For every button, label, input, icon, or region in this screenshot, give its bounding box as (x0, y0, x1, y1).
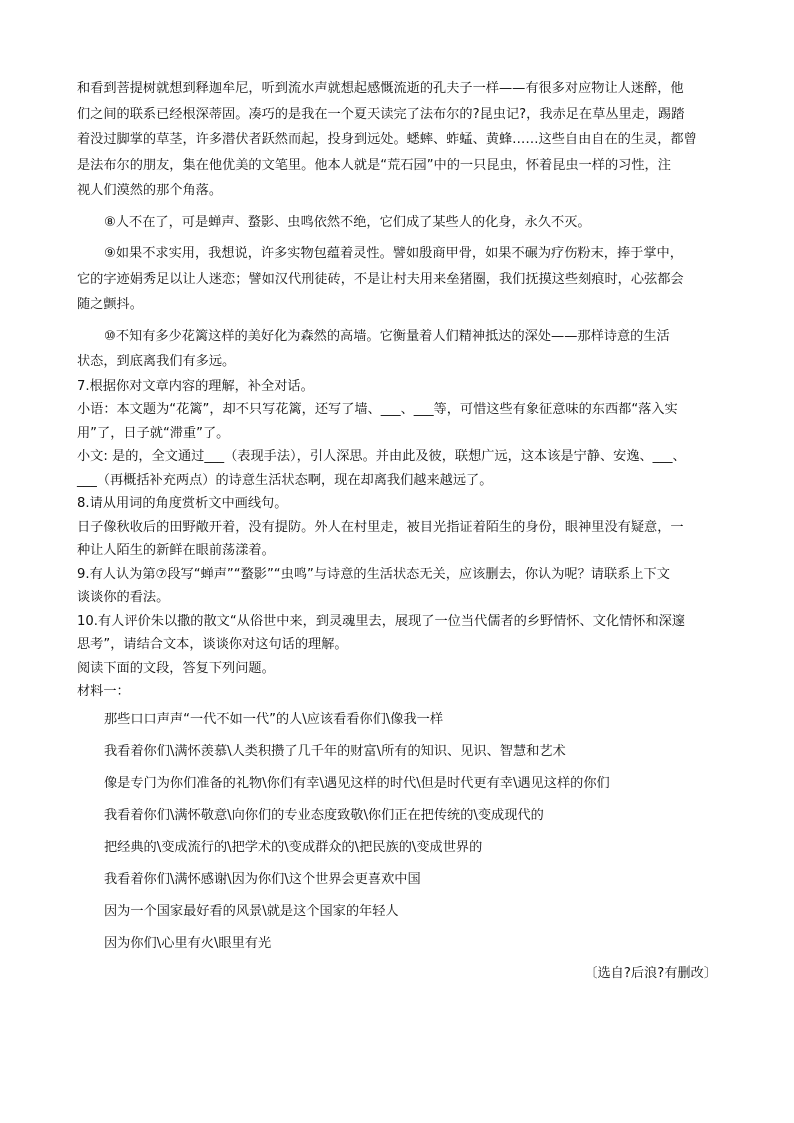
text-line: 着没过脚掌的草茎，许多潜伏者跃然而起，投身到远处。蟋蟀、蚱蜢、黄蜂……这些自由自在的生灵，都曾 (77, 132, 697, 147)
poem-line: 把经典的\变成流行的\把学术的\变成群众的\把民族的\变成世界的 (104, 839, 483, 855)
question-9 (77, 563, 717, 610)
question-line: ___（再概括补充两点）的诗意生活状态啊，现在却离我们越来越远了。 (77, 472, 493, 488)
source-citation: 〔选自?后浪?有删改〕 (584, 965, 717, 981)
text-line: 视人们漠然的那个角落。 (77, 183, 223, 198)
text-line: ⑩不知有多少花篱这样的美好化为森然的高墙。它衡量着人们精神抵达的深处——那样诗意的生活 (104, 328, 670, 344)
instruction-line: 阅读下面的文段，答复下列问题。 (77, 660, 275, 676)
question-line: 小文: 是的，全文通过___（表现手法），引人深思。并由此及彼，联想广远，这本该是宁静、安逸、___、 (77, 449, 686, 464)
text-line: 状态，到底离我们有多远。 (77, 354, 236, 369)
question-10 (77, 610, 717, 657)
reading-intro (77, 657, 717, 704)
question-line: 种让人陌生的新鲜在眼前荡漾着。 (77, 543, 275, 558)
question-line: 小语：本文题为“花篱”，却不只写花篱，还写了墙、___、___等，可惜这些有象征意味的东西都“落入实 (77, 402, 678, 417)
paragraph-9 (77, 241, 717, 318)
text-line: 它的字迹娟秀足以让人迷恋；譬如汉代刑徒砖，不是让村夫用来垒猪圈，我们抚摸这些刻痕时，心弦都会 (77, 271, 684, 287)
poem-line: 那些口口声声“一代不如一代”的人\应该看看你们\像我一样 (104, 711, 444, 727)
text-line: ⑧人不在了，可是蝉声、蝥影、虫鸣依然不绝，它们成了某些人的化身，永久不灭。 (104, 214, 591, 230)
question-8 (77, 492, 717, 563)
poem-line: 因为你们\心里有火\眼里有光 (104, 935, 272, 951)
question-line: 日子像秋收后的田野敞开着，没有提防。外人在村里走，被目光指证着陌生的身份，眼神里没有疑意，一 (77, 519, 684, 535)
question-line: 8.请从用词的角度赏析文中画线句。 (77, 496, 288, 511)
poem-line: 我看着你们\满怀感谢\因为你们\这个世界会更喜欢中国 (104, 871, 421, 887)
poem-line: 因为一个国家最好看的风景\就是这个国家的年轻人 (104, 903, 399, 919)
text-line: 随之颤抖。 (77, 297, 143, 312)
paragraph-10 (77, 324, 717, 375)
question-line: 10.有人评价朱以撒的散文“从俗世中来，到灵魂里去，展现了一位当代儒者的乡野情怀、文化情怀和深邃 (77, 613, 686, 629)
question-line: 用”了，日子就“滞重”了。 (77, 425, 230, 441)
question-7 (77, 375, 717, 493)
poem-line: 像是专门为你们准备的礼物\你们有幸\遇见这样的时代\但是时代更有幸\遇见这样的你们 (104, 775, 610, 791)
paragraph-8 (77, 210, 717, 236)
text-line: ⑨如果不求实用，我想说，许多实物包蕴着灵性。譬如殷商甲骨，如果不碾为疗伤粉末，捧于掌中， (104, 246, 683, 261)
poem-line: 我看着你们\满怀敬意\向你们的专业态度致敬\你们正在把传统的\变成现代的 (104, 807, 544, 823)
paragraph-7 (77, 76, 717, 204)
poem-line: 我看着你们\满怀羡慕\人类积攒了几千年的财富\所有的知识、见识、智慧和艺术 (104, 743, 566, 759)
text-line: 们之间的联系已经根深蒂固。凑巧的是我在一个夏天读完了法布尔的?昆虫记?，我赤足在草丛里走，踢踏 (77, 106, 685, 122)
material-poem (77, 704, 717, 960)
question-line: 7.根据你对文章内容的理解，补全对话。 (77, 378, 314, 394)
question-line: 谈谈你的看法。 (77, 590, 170, 605)
text-line: 是法布尔的朋友，集在他优美的文笔里。他本人就是“荒石园”中的一只昆虫，怀着昆虫一样的习性，注 (77, 157, 671, 173)
question-line: 9.有人认为第⑦段写“蝉声”“蝥影”“虫鸣”与诗意的生活状态无关，应该删去，你认为呢？请联系上下文 (77, 566, 670, 582)
text-line: 和看到菩提树就想到释迦牟尼，听到流水声就想起感慨流逝的孔夫子一样——有很多对应物让人迷醉，他 (77, 81, 684, 96)
question-line: 思考”，请结合文本，谈谈你对这句话的理解。 (77, 637, 348, 652)
material-label: 材料一： (77, 684, 130, 699)
document-body (77, 76, 717, 988)
